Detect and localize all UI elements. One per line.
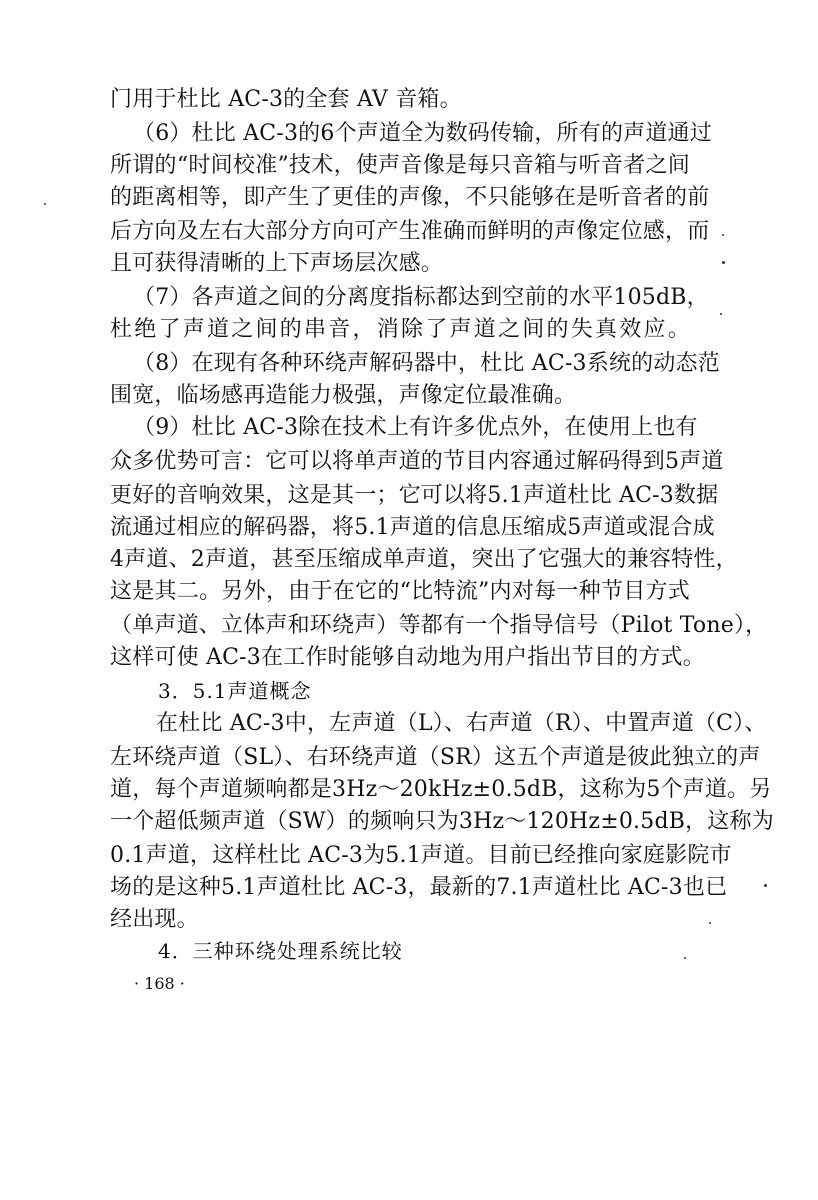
paragraph-line: 4声道、2声道，甚至压缩成单声道，突出了它强大的兼容特性，: [110, 547, 738, 572]
scan-speck: [764, 884, 767, 887]
paragraph-line: 这样可使 AC-3在工作时能够自动地为用户指出节目的方式。: [110, 645, 705, 670]
page-number: · 168 ·: [134, 974, 185, 993]
paragraph-line: （9）杜比 AC-3除在技术上有许多优点外，在使用上也有: [133, 415, 698, 440]
paragraph-line: 这是其二。另外，由于在它的“比特流”内对每一种节目方式: [110, 579, 690, 604]
paragraph-line: 门用于杜比 AC-3的全套 AV 音箱。: [110, 87, 462, 112]
paragraph-line: （单声道、立体声和环绕声）等都有一个指导信号（Pilot Tone），: [110, 613, 768, 638]
paragraph-line: 杜绝了声道之间的串音，消除了声道之间的失真效应。: [110, 317, 690, 342]
section-heading: 3．5.1声道概念: [158, 679, 312, 703]
paragraph-line: 道，每个声道频响都是3Hz～20kHz±0.5dB，这称为5个声道。另: [110, 777, 772, 802]
section-heading: 4．三种环绕处理系统比较: [158, 939, 403, 963]
scan-speck: [684, 957, 686, 959]
paragraph-line: （6）杜比 AC-3的6个声道全为数码传输，所有的声道通过: [133, 121, 712, 146]
scan-speck: [720, 313, 722, 315]
scan-speck: [709, 922, 711, 924]
paragraph-line: （7）各声道之间的分离度指标都达到空前的水平105dB，: [133, 285, 709, 310]
paragraph-line: 一个超低频声道（SW）的频响只为3Hz～120Hz±0.5dB，这称为: [110, 809, 774, 834]
paragraph-line: 左环绕声道（SL）、右环绕声道（SR）这五个声道是彼此独立的声: [110, 745, 761, 770]
scan-speck: [722, 261, 725, 264]
paragraph-line: 在杜比 AC-3中，左声道（L）、右声道（R）、中置声道（C）、: [156, 711, 767, 736]
paragraph-line: 所谓的“时间校准”技术，使声音像是每只音箱与听音者之间: [110, 153, 690, 178]
paragraph-line: 更好的音响效果，这是其一；它可以将5.1声道杜比 AC-3数据: [110, 483, 719, 508]
paragraph-line: 经出现。: [110, 907, 199, 932]
scan-speck: [44, 203, 46, 205]
paragraph-line: 流通过相应的解码器，将5.1声道的信息压缩成5声道或混合成: [110, 515, 715, 540]
paragraph-line: 后方向及左右大部分方向可产生准确而鲜明的声像定位感，而: [110, 219, 710, 244]
paragraph-line: 场的是这种5.1声道杜比 AC-3，最新的7.1声道杜比 AC-3也已: [110, 875, 728, 900]
paragraph-line: 众多优势可言：它可以将单声道的节目内容通过解码得到5声道: [110, 449, 724, 474]
paragraph-line: （8）在现有各种环绕声解码器中，杜比 AC-3系统的动态范: [133, 351, 720, 376]
paragraph-line: 且可获得清晰的上下声场层次感。: [110, 251, 444, 276]
paragraph-line: 0.1声道，这样杜比 AC-3为5.1声道。目前已经推向家庭影院市: [110, 843, 732, 868]
scan-speck: [722, 234, 724, 236]
paragraph-line: 围宽，临场感再造能力极强，声像定位最准确。: [110, 383, 577, 408]
paragraph-line: 的距离相等，即产生了更佳的声像，不只能够在是听音者的前: [110, 185, 710, 210]
